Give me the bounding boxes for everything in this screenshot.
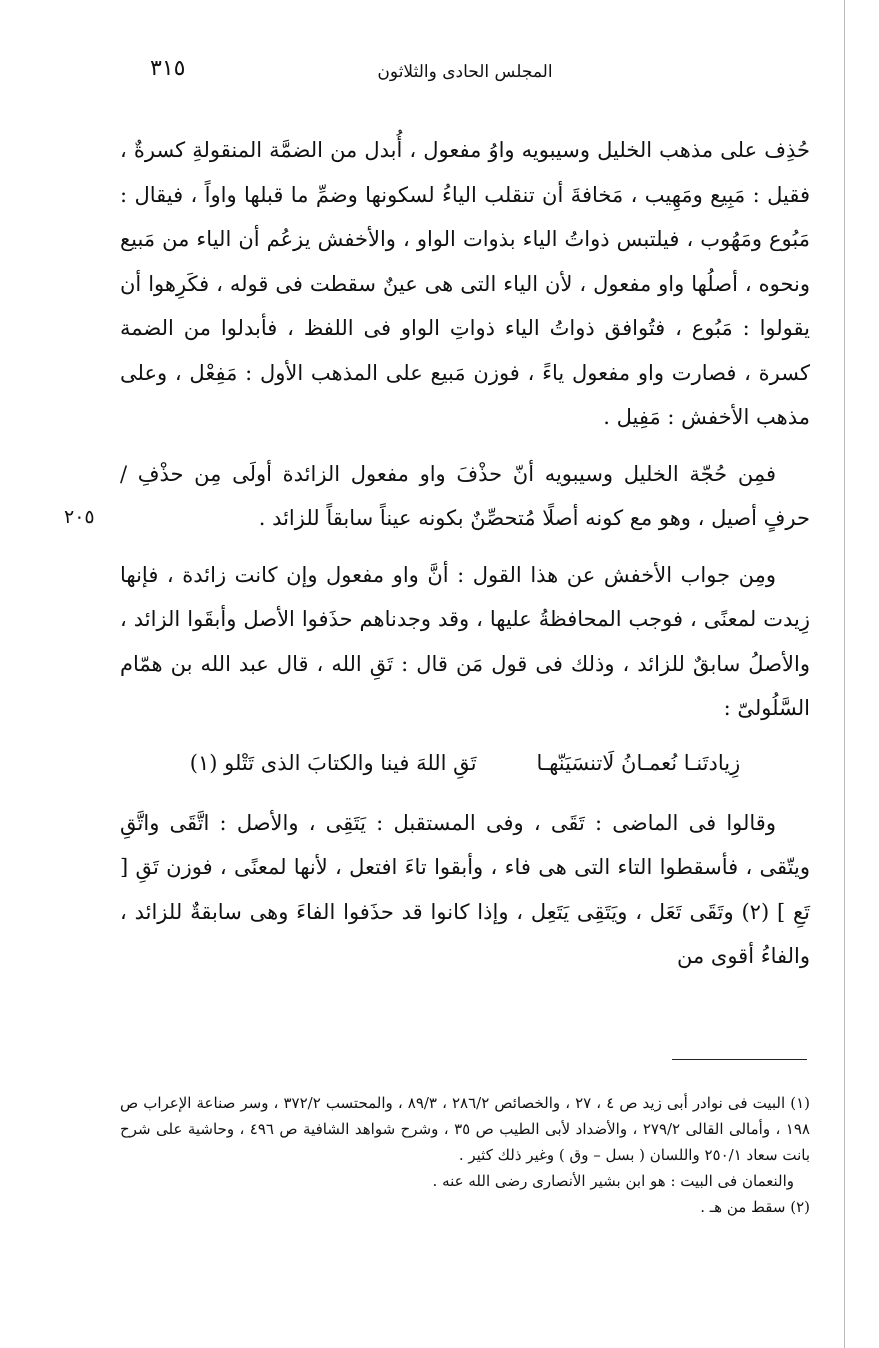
poetry-verse [120,741,810,785]
paragraph-4: وقالوا فى الماضى : تَقَى ، وفى المستقبل : يَتَقِى ، والأصل : اتَّقَى واتَّقِ ويتّقى ، فأسقطوا التاء التى هى فاء ، وأبقوا تاءَ افتعل ، لأنها لمعنًى ، فوزن تَقِ [ تَعِ ] (٢) وتَقَى تَعَل ، ويَتَقِى يَتَعِل ، وإذا كانوا قد حذَفوا الفاءَ وهى سابقةٌ للزائد ، والفاءُ أقوى من [120,810,810,968]
footnote-1-continuation: والنعمان فى البيت : هو ابن بشير الأنصارى رضى الله عنه . [432,1172,794,1190]
verse-second-hemistich: تَقِ اللهَ فينا والكتابَ الذى تَتْلو (١) [189,750,477,775]
main-text [120,128,810,979]
paragraph-2: فمِن حُجّة الخليل وسيبويه أنّ حذْفَ واو مفعول الزائدة أولَى مِن حذْفِ / حرفٍ أصيل ، وهو مع كونه أصلًا مُتحصِّنٌ بكونه عيناً سابقاً للزائد . [120,461,810,530]
verse-first-hemistich: زِيادتَنـا نُعمـانُ لَاتنسَيَنّهـا [536,750,741,775]
margin-page-reference: ٢٠٥ [64,506,95,528]
running-title: المجلس الحادى والثلاثون [377,62,553,82]
page-edge-line [844,0,845,1348]
footnote-1: (١) البيت فى نوادر أبى زيد ص ٤ ، ٢٧ ، والخصائص ٢٨٦/٢ ، ٨٩/٣ ، والمحتسب ٣٧٢/٢ ، وسر صناعة الإعراب ص ١٩٨ ، وأمالى القالى ٢٧٩/٢ ، والأضداد لأبى الطيب ص ٣٥ ، وشرح شواهد الشافية ص ٤٩٦ ، وحاشية على شرح بانت سعاد ٢٥٠/١ واللسان ( بسل – وق ) وغير ذلك كثير . [120,1094,810,1164]
footnotes [120,1090,810,1220]
paragraph-1: حُذِف على مذهب الخليل وسيبويه واوُ مفعول ، أُبدل من الضمَّة المنقولةِ كسرةٌ ، فقيل : مَبِيع ومَهِيب ، مَخافةَ أن تنقلب الياءُ لسكونها وضمِّ ما قبلها واواً ، فيقال : مَبُوع ومَهُوب ، فيلتبس ذواتُ الياء بذوات الواو ، والأخفش يزعُم أن الياء من مَبيع ونحوه ، أصلُها واو مفعول ، لأن الياء التى هى عينٌ سقطت فى قوله ، فكَرِهوا أن يقولوا : مَبُوع ، فتُوافق ذواتُ الياء ذواتِ الواو فى اللفظ ، فأبدلوا من الضمة كسرة ، فصارت واو مفعول ياءً ، فوزن مَبيع على المذهب الأول : مَفِعْل ، وعلى مذهب الأخفش : مَفِيل . [120,138,810,429]
page-number: ٣١٥ [150,56,186,81]
footnote-2: (٢) سقط من هـ . [700,1198,810,1216]
page-header [120,54,810,94]
paragraph-3: ومِن جواب الأخفش عن هذا القول : أنَّ واو مفعول وإن كانت زائدة ، فإنها زِيدت لمعنًى ، فوجب المحافظةُ عليها ، وقد وجدناهم حذَفوا الأصل وأبقَوا الزائد ، والأصلُ سابقٌ للزائد ، وذلك فى قول مَن قال : تَقِ الله ، قال عبد الله بن همّام السَّلُولىّ : [120,562,810,720]
footnote-separator [672,1059,807,1060]
